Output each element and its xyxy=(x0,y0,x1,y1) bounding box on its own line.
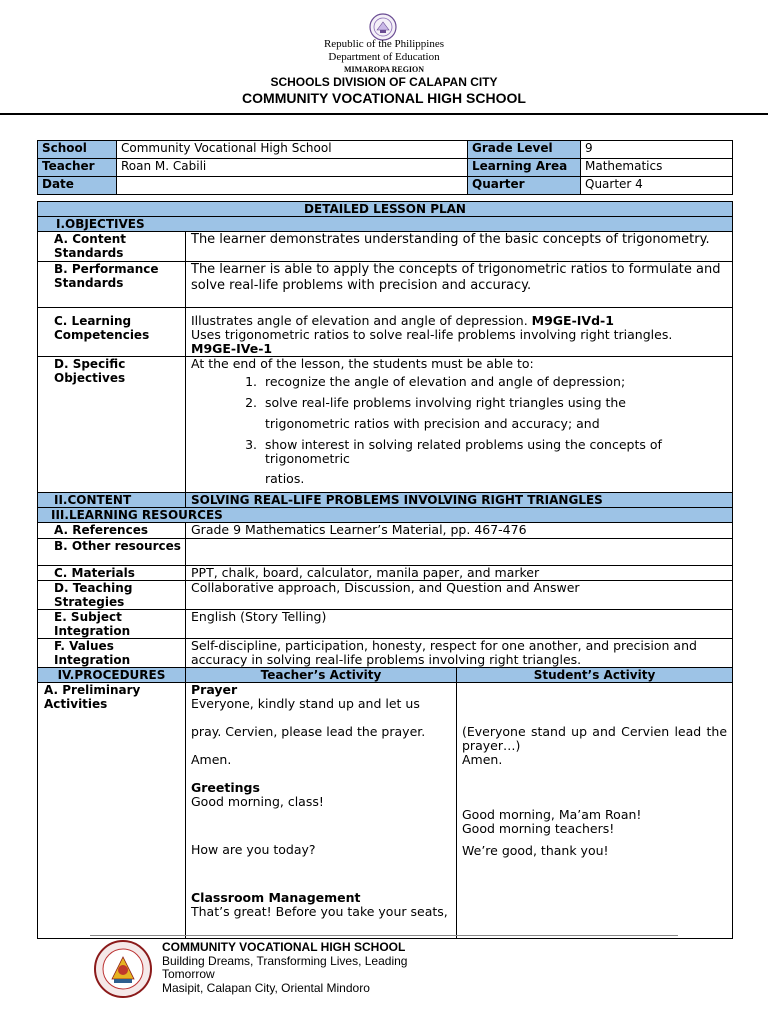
header-region: MIMAROPA REGION xyxy=(343,65,425,74)
footer-school-name: COMMUNITY VOCATIONAL HIGH SCHOOL xyxy=(162,940,406,954)
quarter-value: Quarter 4 xyxy=(581,177,733,195)
greetings-line-2: How are you today? xyxy=(191,842,316,857)
teacher-activity-heading: Teacher’s Activity xyxy=(186,668,457,683)
header-department: Department of Education xyxy=(328,51,440,63)
footer-address: Masipit, Calapan City, Oriental Mindoro xyxy=(162,981,370,995)
greetings-title: Greetings xyxy=(191,780,260,795)
performance-standards-text: The learner is able to apply the concepts of trigonometric ratios to formulate and solve real-life problems with precision and accuracy. xyxy=(186,262,733,308)
grade-value: 9 xyxy=(581,141,733,159)
info-row-teacher xyxy=(38,159,733,177)
header-republic: Republic of the Philippines xyxy=(323,38,445,50)
footer-divider xyxy=(90,935,678,936)
prayer-line-3: Amen. xyxy=(191,752,232,767)
teaching-strategies-value: Collaborative approach, Discussion, and Question and Answer xyxy=(186,581,733,610)
content-value: SOLVING REAL-LIFE PROBLEMS INVOLVING RIGHT TRIANGLES xyxy=(186,493,733,508)
prayer-title: Prayer xyxy=(191,682,238,697)
prayer-line-2: pray. Cervien, please lead the prayer. xyxy=(191,724,426,739)
student-greet-1: Good morning, Ma’am Roan! xyxy=(462,807,642,822)
info-row-date xyxy=(38,177,733,195)
references-label: A. References xyxy=(38,523,186,539)
specific-objectives-intro: At the end of the lesson, the students must be able to: xyxy=(191,356,534,371)
footer-tagline: Building Dreams, Transforming Lives, Leading Tomorrow xyxy=(162,954,408,981)
competency-1: Illustrates angle of elevation and angle of depression. xyxy=(191,313,528,328)
learning-competencies-label: C. Learning Competencies xyxy=(38,308,186,357)
list-item: 1. recognize the angle of elevation and angle of depression; xyxy=(261,371,727,392)
quarter-label: Quarter xyxy=(468,177,581,195)
date-label: Date xyxy=(38,177,117,195)
specific-objectives-label: D. Specific Objectives xyxy=(38,357,186,493)
classroom-management-title: Classroom Management xyxy=(191,890,361,905)
objectives-heading: I.OBJECTIVES xyxy=(38,217,733,232)
greetings-line-1: Good morning, class! xyxy=(191,794,324,809)
list-item: 3. show interest in solving related problems using the concepts of trigonometric ratios. xyxy=(261,434,727,486)
teacher-activity-cell xyxy=(186,683,457,939)
school-logo-icon xyxy=(90,939,156,999)
learning-competencies-text xyxy=(186,308,733,357)
list-item: 2. solve real-life problems involving right triangles using the trigonometric ratios with precision and accuracy; and xyxy=(261,392,727,434)
subject-integration-label: E. Subject Integration xyxy=(38,610,186,639)
procedures-heading: IV.PROCEDURES xyxy=(38,668,186,683)
competency-2: Uses trigonometric ratios to solve real-life problems involving right triangles. xyxy=(191,327,673,342)
preliminary-activities-label: A. Preliminary Activities xyxy=(38,683,186,939)
other-resources-value xyxy=(186,539,733,566)
deped-seal-icon xyxy=(367,13,399,41)
content-standards-label: A. Content Standards xyxy=(38,232,186,262)
classroom-management-line: That’s great! Before you take your seats, xyxy=(191,904,448,919)
prayer-line-1: Everyone, kindly stand up and let us xyxy=(191,696,420,711)
header-divider xyxy=(0,113,768,115)
grade-label: Grade Level xyxy=(468,141,581,159)
materials-label: C. Materials xyxy=(38,566,186,581)
values-integration-value: Self-discipline, participation, honesty, respect for one another, and precision and accuracy in solving real-life problems involving right triangles. xyxy=(186,639,733,668)
date-value xyxy=(117,177,468,195)
resources-heading: III.LEARNING RESOURCES xyxy=(38,508,733,523)
teacher-label: Teacher xyxy=(38,159,117,177)
student-prayer: (Everyone stand up and Cervien lead the prayer…) xyxy=(462,724,728,753)
student-good: We’re good, thank you! xyxy=(462,843,609,858)
performance-standards-label: B. Performance Standards xyxy=(38,262,186,308)
info-row-school xyxy=(38,141,733,159)
specific-objectives-list xyxy=(191,371,727,486)
school-label: School xyxy=(38,141,117,159)
student-activity-cell xyxy=(457,683,733,939)
content-standards-text: The learner demonstrates understanding of the basic concepts of trigonometry. xyxy=(186,232,733,262)
competency-1-code: M9GE-IVd-1 xyxy=(531,313,614,328)
specific-objectives-text xyxy=(186,357,733,493)
content-heading: II.CONTENT xyxy=(38,493,186,508)
header-division: SCHOOLS DIVISION OF CALAPAN CITY xyxy=(270,75,498,89)
other-resources-label: B. Other resources xyxy=(38,539,186,566)
school-value: Community Vocational High School xyxy=(117,141,468,159)
student-activity-heading: Student’s Activity xyxy=(457,668,733,683)
lesson-info-table xyxy=(37,140,733,195)
values-integration-label: F. Values Integration xyxy=(38,639,186,668)
student-amen: Amen. xyxy=(462,752,503,767)
learning-area-label: Learning Area xyxy=(468,159,581,177)
competency-2-code: M9GE-IVe-1 xyxy=(191,341,273,356)
student-greet-2: Good morning teachers! xyxy=(462,821,615,836)
teaching-strategies-label: D. Teaching Strategies xyxy=(38,581,186,610)
references-value: Grade 9 Mathematics Learner’s Material, pp. 467-476 xyxy=(186,523,733,539)
header-school-name: COMMUNITY VOCATIONAL HIGH SCHOOL xyxy=(242,90,526,106)
plan-title: DETAILED LESSON PLAN xyxy=(38,202,733,217)
learning-area-value: Mathematics xyxy=(581,159,733,177)
subject-integration-value: English (Story Telling) xyxy=(186,610,733,639)
lesson-plan-table xyxy=(37,201,733,939)
materials-value: PPT, chalk, board, calculator, manila paper, and marker xyxy=(186,566,733,581)
teacher-value: Roan M. Cabili xyxy=(117,159,468,177)
